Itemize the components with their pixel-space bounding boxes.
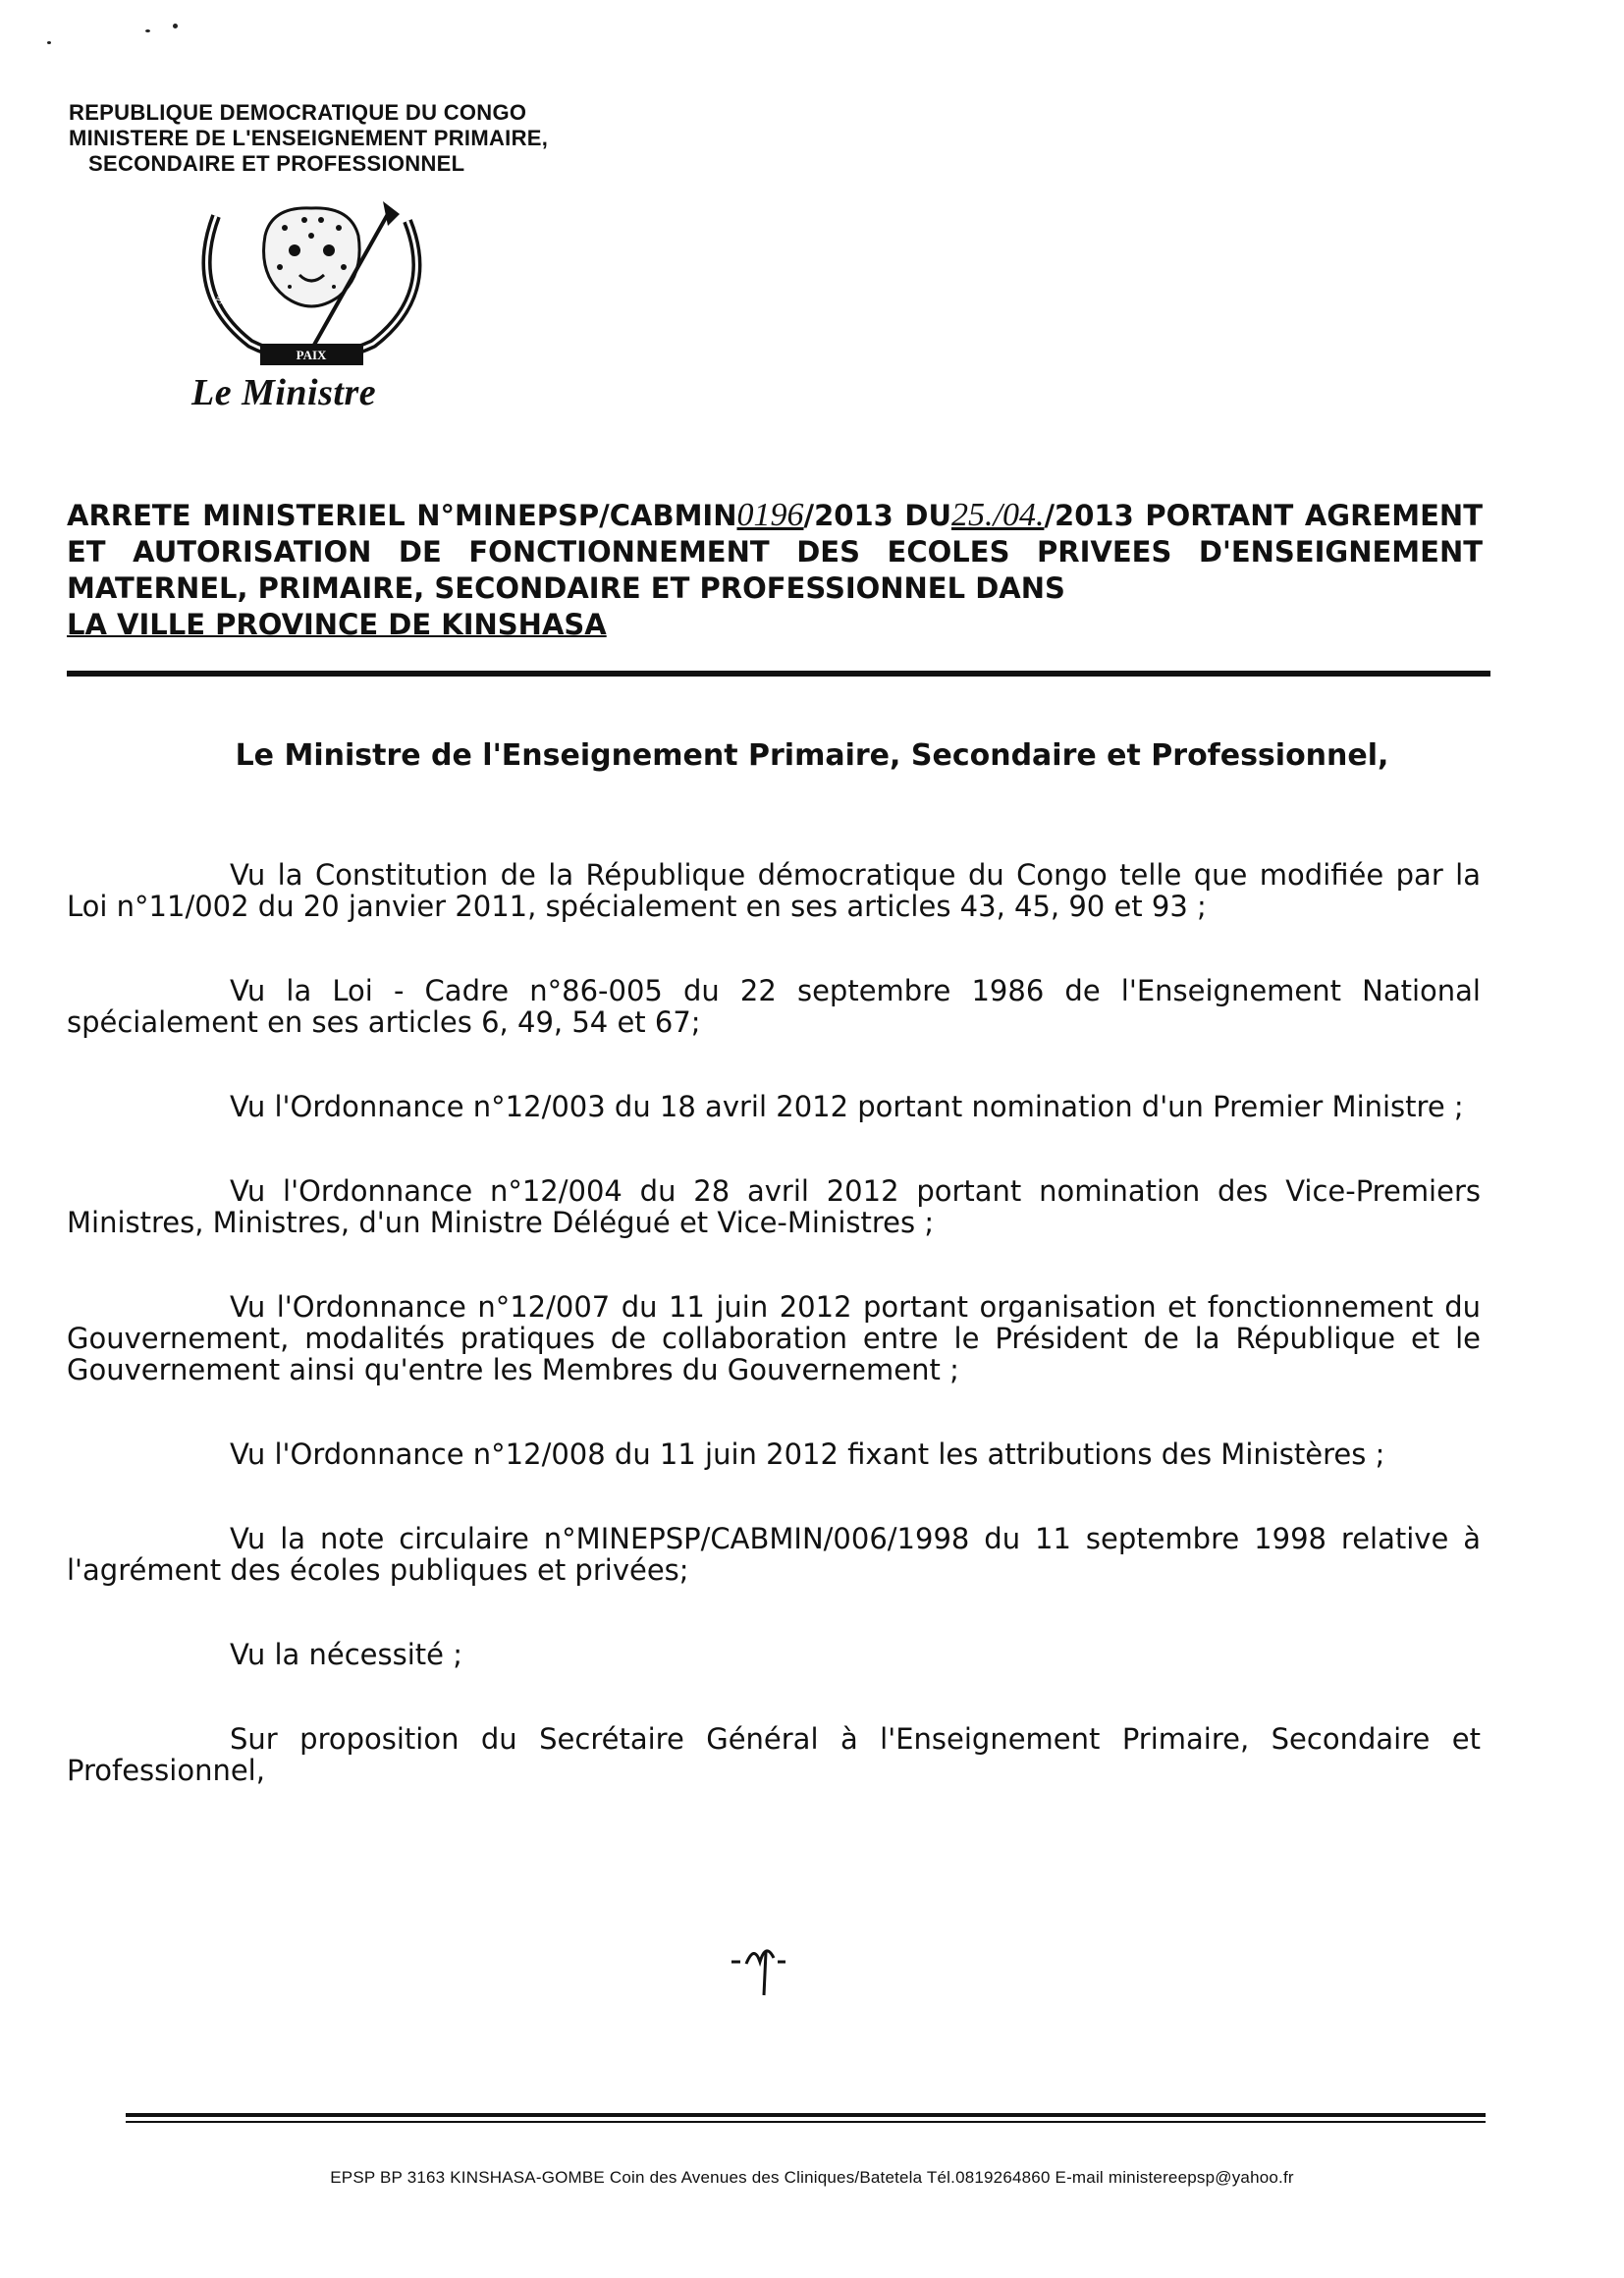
footer-divider [126,2113,1486,2117]
scan-speck [145,29,150,32]
minister-heading: Le Ministre de l'Enseignement Primaire, Secondaire et Professionnel, [235,738,1389,773]
scan-speck [173,24,178,28]
handwritten-decree-date: 25./04. [951,497,1045,533]
letterhead-country: REPUBLIQUE DEMOCRATIQUE DU CONGO [69,100,527,125]
considerations-block [67,859,1481,1839]
motto-center-text: PAIX [296,348,327,362]
consideration-paragraph: Vu l'Ordonnance n°12/007 du 11 juin 2012 portant organisation et fonctionnement du Gouvernement, modalités pratiques de collaboration entre le Président de la République et le Gouvernement ainsi qu'entre les Membres du Gouvernement ; [67,1290,1481,1386]
letterhead-ministry-cont: SECONDAIRE ET PROFESSIONNEL [88,151,465,176]
motto-left-text: JUSTICE [213,267,236,305]
handwritten-page-mark [727,1934,795,2003]
letterhead [69,100,548,177]
handwritten-decree-number: 0196 [736,497,804,533]
letterhead-ministry: MINISTERE DE L'ENSEIGNEMENT PRIMAIRE, [69,126,549,150]
scan-speck [47,41,51,44]
decree-title-part1: ARRETE MINISTERIEL N°MINEPSP/CABMIN [67,499,737,532]
footer-address: EPSP BP 3163 KINSHASA-GOMBE Coin des Avenues des Cliniques/Batetela Tél.0819264860 E-mail ministereepsp@yahoo.fr [330,2168,1294,2187]
consideration-paragraph: Vu la Constitution de la République démocratique du Congo telle que modifiée par la Loi n°11/002 du 20 janvier 2011, spécialement en ses articles 43, 45, 90 et 93 ; [67,858,1481,923]
consideration-paragraph: Vu la note circulaire n°MINEPSP/CABMIN/006/1998 du 11 septembre 1998 relative à l'agrément des écoles publiques et privées; [67,1522,1481,1587]
coat-of-arms-icon [191,196,432,393]
motto-right-text: TRAVAIL [391,252,412,290]
decree-title [67,497,1483,643]
title-divider [67,671,1490,677]
consideration-paragraph: Sur proposition du Secrétaire Général à l'Enseignement Primaire, Secondaire et Professionnel, [67,1722,1481,1787]
decree-title-part2: /2013 DU [803,499,951,532]
consideration-paragraph: Vu l'Ordonnance n°12/008 du 11 juin 2012 fixant les attributions des Ministères ; [230,1437,1385,1471]
consideration-paragraph: Vu la Loi - Cadre n°86-005 du 22 septembre 1986 de l'Enseignement National spécialement en ses articles 6, 49, 54 et 67; [67,974,1481,1039]
decree-title-part4: LA VILLE PROVINCE DE KINSHASA [67,608,607,641]
consideration-paragraph: Vu la nécessité ; [230,1638,462,1671]
minister-title: Le Ministre [191,372,377,413]
consideration-paragraph: Vu l'Ordonnance n°12/003 du 18 avril 2012 portant nomination d'un Premier Ministre ; [230,1090,1464,1123]
footer-divider-thin [126,2121,1486,2123]
decree-title-part3: /2013 PORTANT AGREMENT ET AUTORISATION DE FONCTIONNEMENT DES ECOLES PRIVEES D'ENSEIGNEMENT MATERNEL, PRIMAIRE, SECONDAIRE ET PROFESSIONNEL DANS [67,499,1483,605]
consideration-paragraph: Vu l'Ordonnance n°12/004 du 28 avril 2012 portant nomination des Vice-Premiers Ministres, Ministres, d'un Ministre Délégué et Vice-Ministres ; [67,1174,1481,1239]
